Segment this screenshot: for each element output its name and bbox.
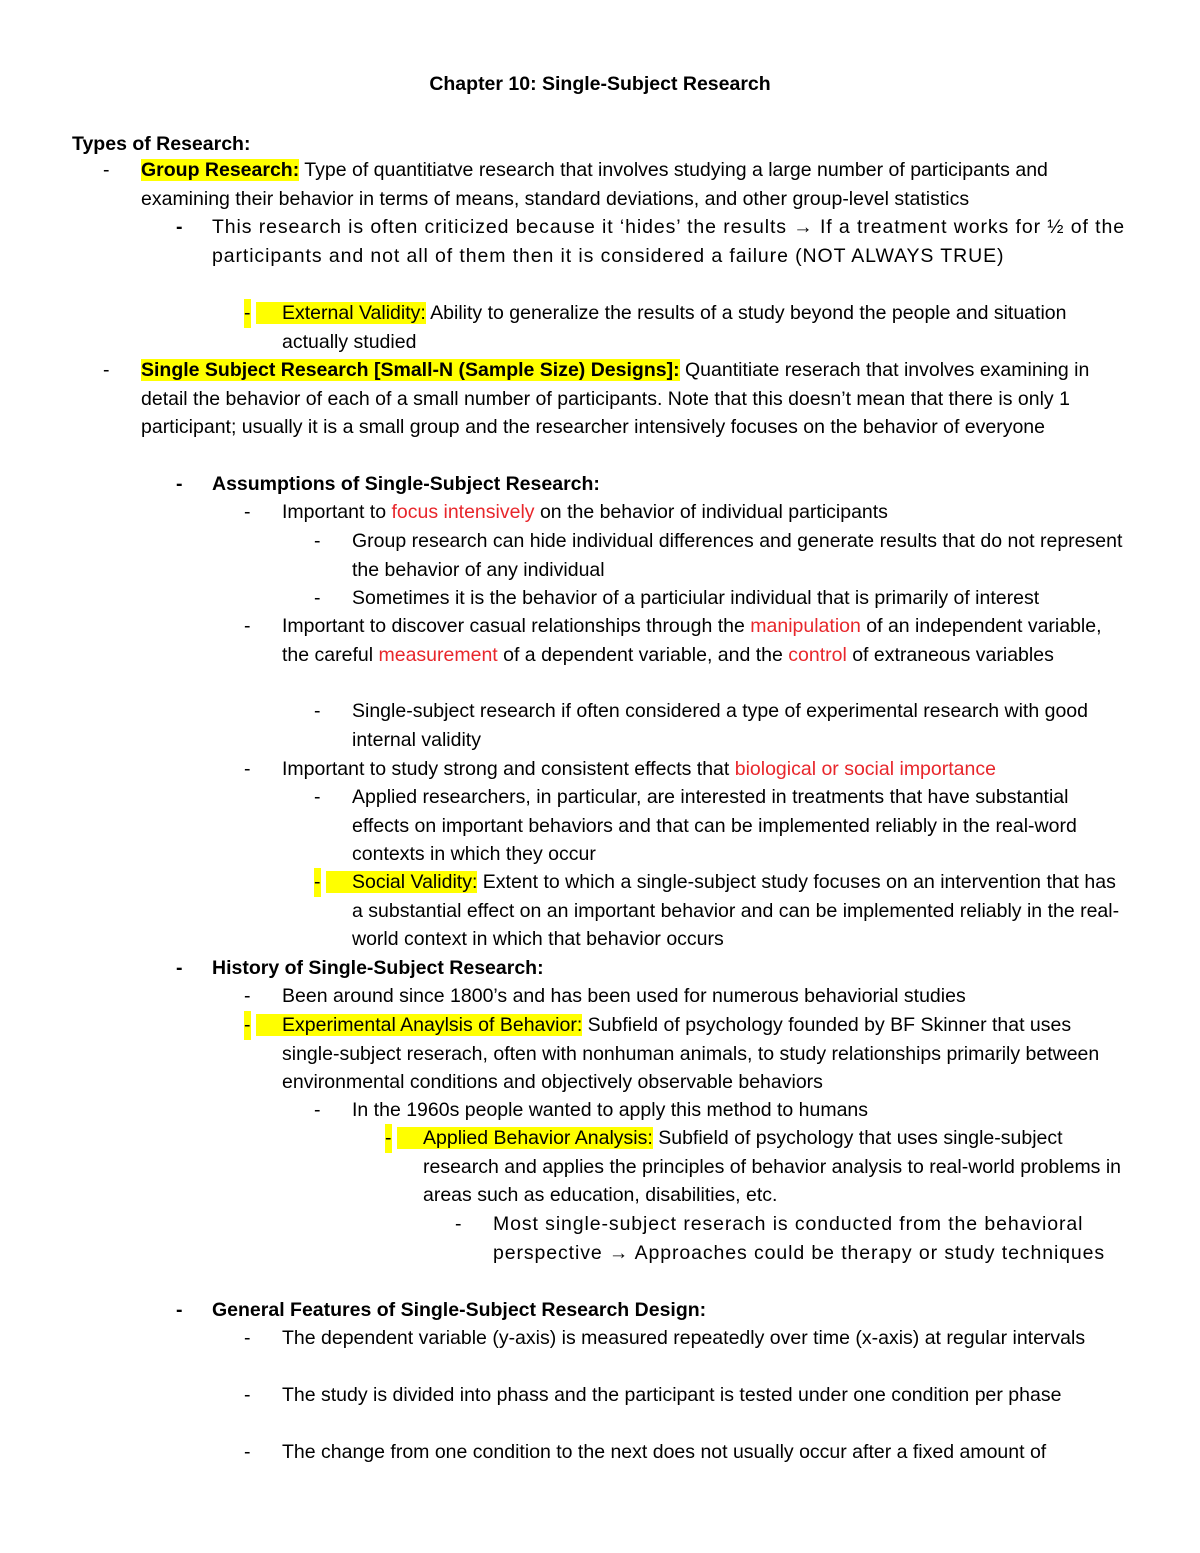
bullet-dash: - — [314, 530, 321, 552]
bullet-dash: - — [314, 786, 321, 808]
term-eab: Experimental Anaylsis of Behavior: — [256, 1014, 582, 1036]
text-a1-sub1: Group research can hide individual differences and generate results that do not represent the behavior of any individual — [352, 530, 1123, 581]
emphasis-control: control — [788, 643, 847, 666]
list-item-social-validity — [314, 868, 1127, 954]
list-item-single-subject — [103, 356, 1131, 442]
bullet-dash: - — [314, 1099, 321, 1121]
list-item-history-heading — [176, 954, 1132, 983]
bullet-dash: - — [103, 359, 110, 381]
page-title: Chapter 10: Single-Subject Research — [429, 73, 771, 95]
bullet-dash: - — [244, 501, 251, 523]
def-eab: Subfield of psychology founded by BF Skinner that uses single-subject reserach, often with nonhuman animals, to study relationships primarily between environmental conditions and objectively observable behaviors — [282, 1014, 1100, 1093]
bullet-dash: - — [244, 985, 251, 1007]
list-item-assumptions-heading — [176, 470, 1132, 499]
emphasis-biological-social: biological or social importance — [734, 758, 996, 780]
list-item-assumption-1 — [244, 498, 1127, 527]
def-aba: Subfield of psychology that uses single-subject research and applies the principles of behavior analysis to real-world problems in areas such as education, disabilities, etc. — [423, 1127, 1122, 1206]
bullet-dash: - — [314, 587, 321, 609]
bullet-dash: - — [244, 299, 251, 328]
section-heading-types: Types of Research: — [72, 133, 251, 155]
bullet-dash: - — [176, 216, 184, 238]
list-item-feature-1 — [244, 1324, 1127, 1353]
text-f1: The dependent variable (y-axis) is measured repeatedly over time (x-axis) at regular intervals — [282, 1327, 1086, 1349]
bullet-dash: - — [176, 473, 183, 495]
bullet-dash: - — [385, 1124, 392, 1153]
list-item-eab — [244, 1011, 1127, 1097]
def-single-subject: Quantitiate reserach that involves examining in detail the behavior of each of a small number of participants. Note that this doesn’t mean that there is only 1 participant; usually it is a small group and the researcher intensively focuses on the behavior of everyone — [141, 359, 1090, 438]
list-item-feature-2 — [244, 1381, 1127, 1410]
term-external-validity: External Validity: — [256, 302, 426, 324]
text-a2-pre: Important to discover casual relationships through the — [282, 615, 751, 637]
text-a1-sub2: Sometimes it is the behavior of a particiular individual that is primarily of interest — [352, 587, 1040, 609]
list-item-feature-3 — [244, 1438, 1127, 1467]
subheading-features: General Features of Single-Subject Research Design: — [212, 1299, 707, 1321]
bullet-dash: - — [455, 1213, 463, 1235]
text-h2: In the 1960s people wanted to apply this method to humans — [352, 1099, 869, 1121]
text-a2-mid1: of an independent variable, the careful — [282, 615, 1102, 666]
list-item-group-criticism — [176, 213, 1132, 270]
list-item-aba — [385, 1124, 1123, 1210]
list-item-assumption-2-sub-1 — [314, 697, 1127, 754]
emphasis-manipulation: manipulation — [750, 615, 861, 637]
term-single-subject: Single Subject Research [Small-N (Sample Size) Designs]: — [141, 359, 680, 381]
list-item-history-2 — [314, 1096, 1127, 1125]
list-item-assumption-1-sub-1 — [314, 527, 1127, 584]
bullet-dash: - — [244, 1441, 251, 1463]
term-aba: Applied Behavior Analysis: — [397, 1127, 653, 1149]
bullet-dash: - — [314, 700, 321, 722]
text-a1-pre: Important to — [282, 501, 392, 523]
list-item-history-1 — [244, 982, 1127, 1011]
text-h3: Most single-subject reserach is conducted from the behavioral perspective → Approaches could be therapy or study techniques — [493, 1213, 1106, 1264]
text-a2-sub1: Single-subject research if often considered a type of experimental research with good internal validity — [352, 700, 1088, 751]
list-item-assumption-1-sub-2 — [314, 584, 1127, 613]
list-item-assumption-2 — [244, 612, 1127, 669]
text-a3-pre: Important to study strong and consistent effects that — [282, 758, 735, 780]
bullet-dash: - — [244, 615, 251, 637]
text-h1: Been around since 1800’s and has been used for numerous behaviorial studies — [282, 985, 966, 1007]
emphasis-focus-intensively: focus intensively — [391, 501, 535, 523]
def-group-research: Type of quantitiatve research that involves studying a large number of participants and examining their behavior in terms of means, standard deviations, and other group-level statistics — [141, 159, 1048, 210]
bullet-dash: - — [103, 159, 110, 181]
term-group-research: Group Research: — [141, 159, 300, 181]
subheading-history: History of Single-Subject Research: — [212, 957, 544, 979]
text-f2: The study is divided into phass and the participant is tested under one condition per phase — [282, 1384, 1062, 1406]
list-item-history-3 — [455, 1210, 1133, 1267]
list-item-external-validity — [244, 299, 1127, 356]
list-item-assumption-3 — [244, 755, 1127, 784]
subheading-assumptions: Assumptions of Single-Subject Research: — [212, 473, 600, 495]
bullet-dash: - — [314, 868, 321, 897]
bullet-dash: - — [244, 1011, 251, 1040]
bullet-dash: - — [244, 1327, 251, 1349]
bullet-dash: - — [176, 1299, 183, 1321]
text-a3-sub1: Applied researchers, in particular, are interested in treatments that have substantial effects on important behaviors and that can be implemented reliably in the real-word contexts in which they occur — [352, 786, 1077, 865]
emphasis-measurement: measurement — [378, 643, 498, 666]
list-item-features-heading — [176, 1296, 1132, 1325]
text-group-criticism: This research is often criticized because it ‘hides’ the results → If a treatment works for ½ of the participants and not all of them then it is considered a failure (NOT ALWAYS TRUE) — [212, 216, 1125, 267]
text-f3: The change from one condition to the next does not usually occur after a fixed amount of — [282, 1441, 1047, 1463]
text-a2-post: of extraneous variables — [846, 643, 1054, 666]
list-item-group-research — [103, 156, 1131, 213]
bullet-dash: - — [176, 957, 183, 979]
text-a2-mid2: of a dependent variable, and the — [497, 643, 789, 666]
def-social-validity: Extent to which a single-subject study focuses on an intervention that has a substantial effect on an important behavior and can be implemented reliably in the real-world context in which that behavior occurs — [352, 871, 1120, 950]
term-social-validity: Social Validity: — [326, 871, 477, 893]
list-item-assumption-3-sub-1 — [314, 783, 1127, 869]
def-external-validity: Ability to generalize the results of a study beyond the people and situation actually studied — [282, 302, 1067, 353]
text-a1-post: on the behavior of individual participants — [534, 501, 888, 523]
bullet-dash: - — [244, 1384, 251, 1406]
bullet-dash: - — [244, 758, 251, 780]
